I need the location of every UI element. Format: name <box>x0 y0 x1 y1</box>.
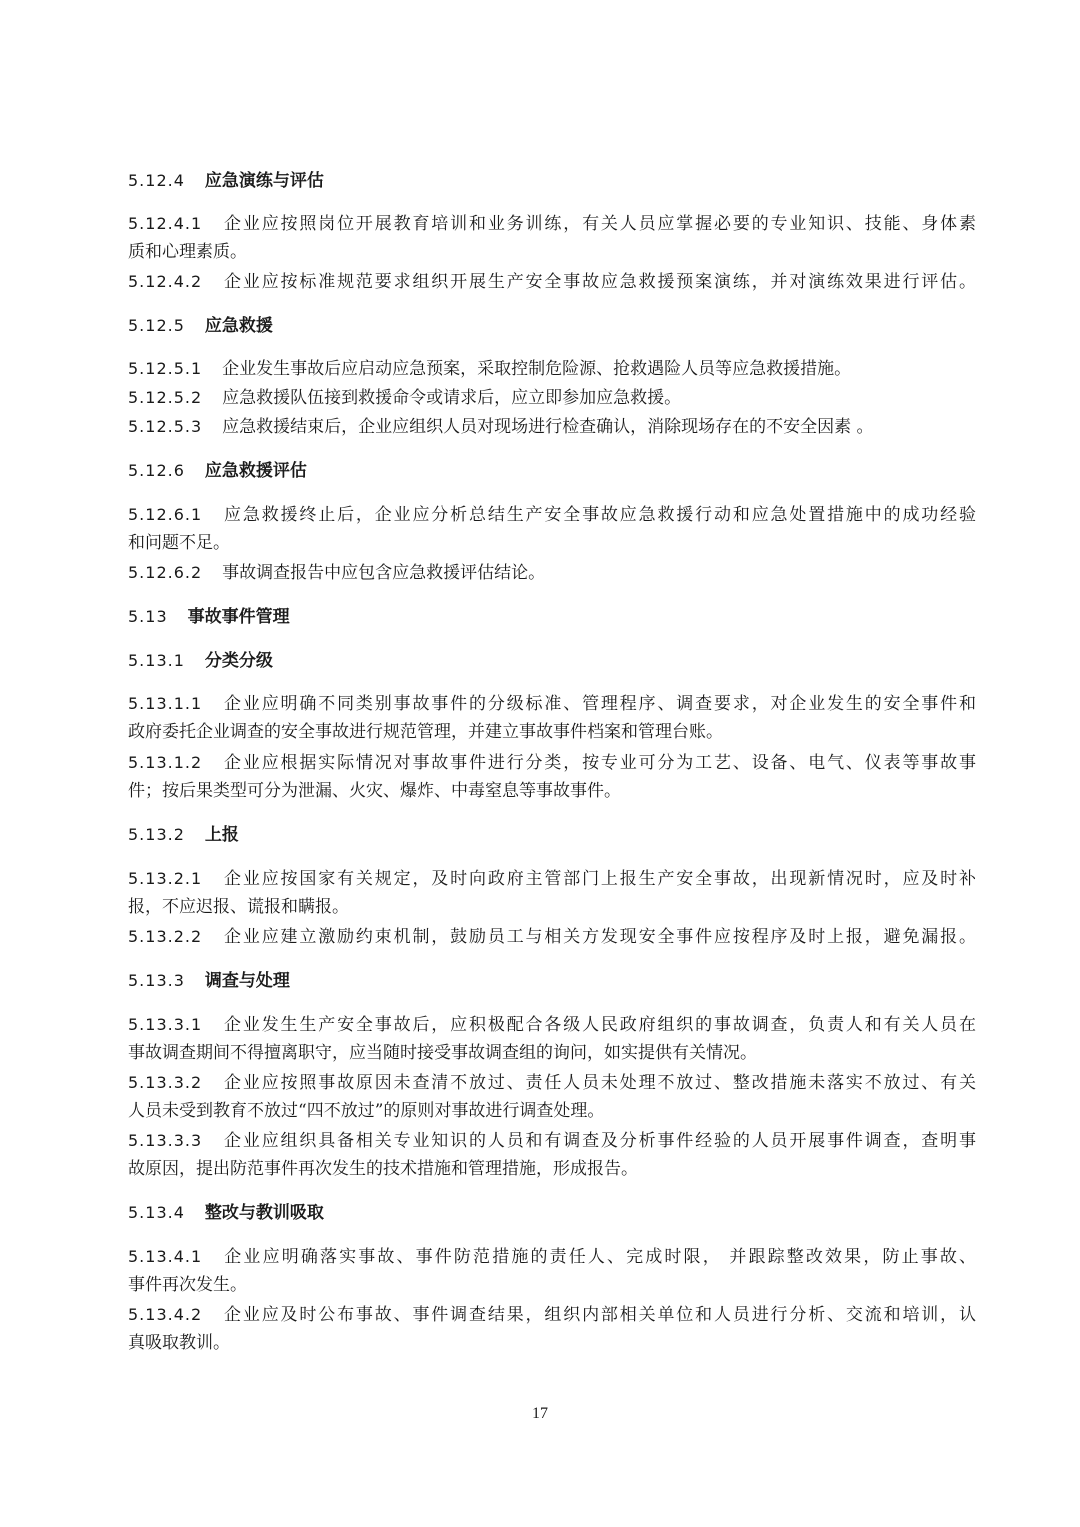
section-heading <box>128 824 976 846</box>
clause-line <box>128 1014 976 1036</box>
clause-text: 应急救援队伍接到救援命令或请求后，应立即参加应急救援。 <box>222 388 682 408</box>
clause-number: 5.13.1.2 <box>128 753 203 772</box>
clause-line <box>128 213 976 235</box>
section-heading <box>128 1202 976 1224</box>
clause-text: 企业应按照事故原因未查清不放过、责任人员未处理不放过、整改措施未落实不放过、有关 <box>222 1073 976 1093</box>
clause-continuation: 和问题不足。 <box>128 533 230 553</box>
clause-line <box>128 752 976 774</box>
clause-text: 企业应明确不同类别事故事件的分级标准、管理程序、调查要求，对企业发生的安全事件和 <box>222 694 976 714</box>
clause-number: 5.12.6.2 <box>128 563 203 582</box>
clause-continuation: 真吸取教训。 <box>128 1333 230 1353</box>
clause-number: 5.13.2.1 <box>128 869 203 888</box>
clause-line <box>128 1130 976 1152</box>
clause-continuation: 事件再次发生。 <box>128 1275 247 1295</box>
section-title: 应急演练与评估 <box>204 171 324 191</box>
clause-line <box>128 358 976 380</box>
section-number: 5.12.6 <box>128 461 185 480</box>
section-number: 5.13.3 <box>128 971 185 990</box>
section-heading <box>128 460 976 482</box>
clause-number: 5.13.4.2 <box>128 1305 203 1324</box>
clause-line <box>128 562 976 584</box>
clause-text: 企业应按照岗位开展教育培训和业务训练，有关人员应掌握必要的专业知识、技能、身体素 <box>222 214 976 234</box>
clause-number: 5.13.3.3 <box>128 1131 203 1150</box>
clause-number: 5.12.5.3 <box>128 417 203 436</box>
section-number: 5.13.2 <box>128 825 185 844</box>
clause-number: 5.13.3.2 <box>128 1073 203 1092</box>
section-heading <box>128 315 976 337</box>
clause-continuation: 人员未受到教育不放过“四不放过”的原则对事故进行调查处理。 <box>128 1101 605 1121</box>
section-heading <box>128 970 976 992</box>
clause-number: 5.13.1.1 <box>128 694 203 713</box>
section-title: 分类分级 <box>204 651 273 671</box>
section-title: 上报 <box>204 825 239 845</box>
clause-continuation: 政府委托企业调查的安全事故进行规范管理，并建立事故事件档案和管理台账。 <box>128 722 723 742</box>
clause-number: 5.13.2.2 <box>128 927 203 946</box>
clause-number: 5.12.5.1 <box>128 359 203 378</box>
clause-line <box>128 868 976 890</box>
section-number: 5.13.4 <box>128 1203 185 1222</box>
clause-text: 企业发生事故后应启动应急预案，采取控制危险源、抢救遇险人员等应急救援措施。 <box>222 359 852 379</box>
clause-text: 企业应组织具备相关专业知识的人员和有调查及分析事件经验的人员开展事件调查，查明事 <box>222 1131 976 1151</box>
clause-line <box>128 387 976 409</box>
section-heading <box>128 650 976 672</box>
page-number: 17 <box>532 1405 548 1422</box>
section-number: 5.12.5 <box>128 316 185 335</box>
clause-number: 5.13.4.1 <box>128 1247 203 1266</box>
clause-text: 企业发生生产安全事故后，应积极配合各级人民政府组织的事故调查，负责人和有关人员在 <box>222 1015 976 1035</box>
clause-continuation: 事故调查期间不得擅离职守，应当随时接受事故调查组的询问，如实提供有关情况。 <box>128 1043 757 1063</box>
section-number: 5.13 <box>128 607 168 626</box>
clause-text: 企业应建立激励约束机制，鼓励员工与相关方发现安全事件应按程序及时上报，避免漏报。 <box>222 927 976 947</box>
section-title: 应急救援评估 <box>204 461 307 481</box>
clause-line <box>128 1304 976 1326</box>
clause-text: 企业应明确落实事故、事件防范措施的责任人、完成时限， 并跟踪整改效果，防止事故、 <box>222 1247 976 1267</box>
section-number: 5.13.1 <box>128 651 185 670</box>
section-number: 5.12.4 <box>128 171 185 190</box>
clause-line <box>128 416 976 438</box>
clause-text: 企业应按国家有关规定，及时向政府主管部门上报生产安全事故，出现新情况时，应及时补 <box>222 869 976 889</box>
clause-continuation: 报，不应迟报、谎报和瞒报。 <box>128 897 349 917</box>
clause-number: 5.12.4.2 <box>128 272 203 291</box>
clause-continuation: 件；按后果类型可分为泄漏、火灾、爆炸、中毒窒息等事故事件。 <box>128 781 621 801</box>
clause-number: 5.12.5.2 <box>128 388 203 407</box>
clause-text: 应急救援终止后，企业应分析总结生产安全事故应急救援行动和应急处置措施中的成功经验 <box>222 505 976 525</box>
clause-line <box>128 1246 976 1268</box>
clause-continuation: 故原因，提出防范事件再次发生的技术措施和管理措施，形成报告。 <box>128 1159 638 1179</box>
clause-text: 企业应及时公布事故、事件调查结果，组织内部相关单位和人员进行分析、交流和培训，认 <box>222 1305 976 1325</box>
section-title: 事故事件管理 <box>187 607 290 627</box>
clause-number: 5.13.3.1 <box>128 1015 203 1034</box>
section-title: 调查与处理 <box>204 971 290 991</box>
section-title: 应急救援 <box>204 316 273 336</box>
clause-number: 5.12.4.1 <box>128 214 203 233</box>
clause-text: 应急救援结束后，企业应组织人员对现场进行检查确认，消除现场存在的不安全因素 。 <box>222 417 874 437</box>
clause-text: 企业应按标准规范要求组织开展生产安全事故应急救援预案演练，并对演练效果进行评估。 <box>222 272 976 292</box>
section-title: 整改与教训吸取 <box>204 1203 324 1223</box>
clause-number: 5.12.6.1 <box>128 505 203 524</box>
clause-continuation: 质和心理素质。 <box>128 242 247 262</box>
clause-text: 企业应根据实际情况对事故事件进行分类，按专业可分为工艺、设备、电气、仪表等事故事 <box>222 753 976 773</box>
section-heading <box>128 606 976 628</box>
clause-text: 事故调查报告中应包含应急救援评估结论。 <box>222 563 546 583</box>
clause-line <box>128 271 976 293</box>
section-heading <box>128 170 976 192</box>
clause-line <box>128 1072 976 1094</box>
clause-line <box>128 693 976 715</box>
clause-line <box>128 504 976 526</box>
clause-line <box>128 926 976 948</box>
